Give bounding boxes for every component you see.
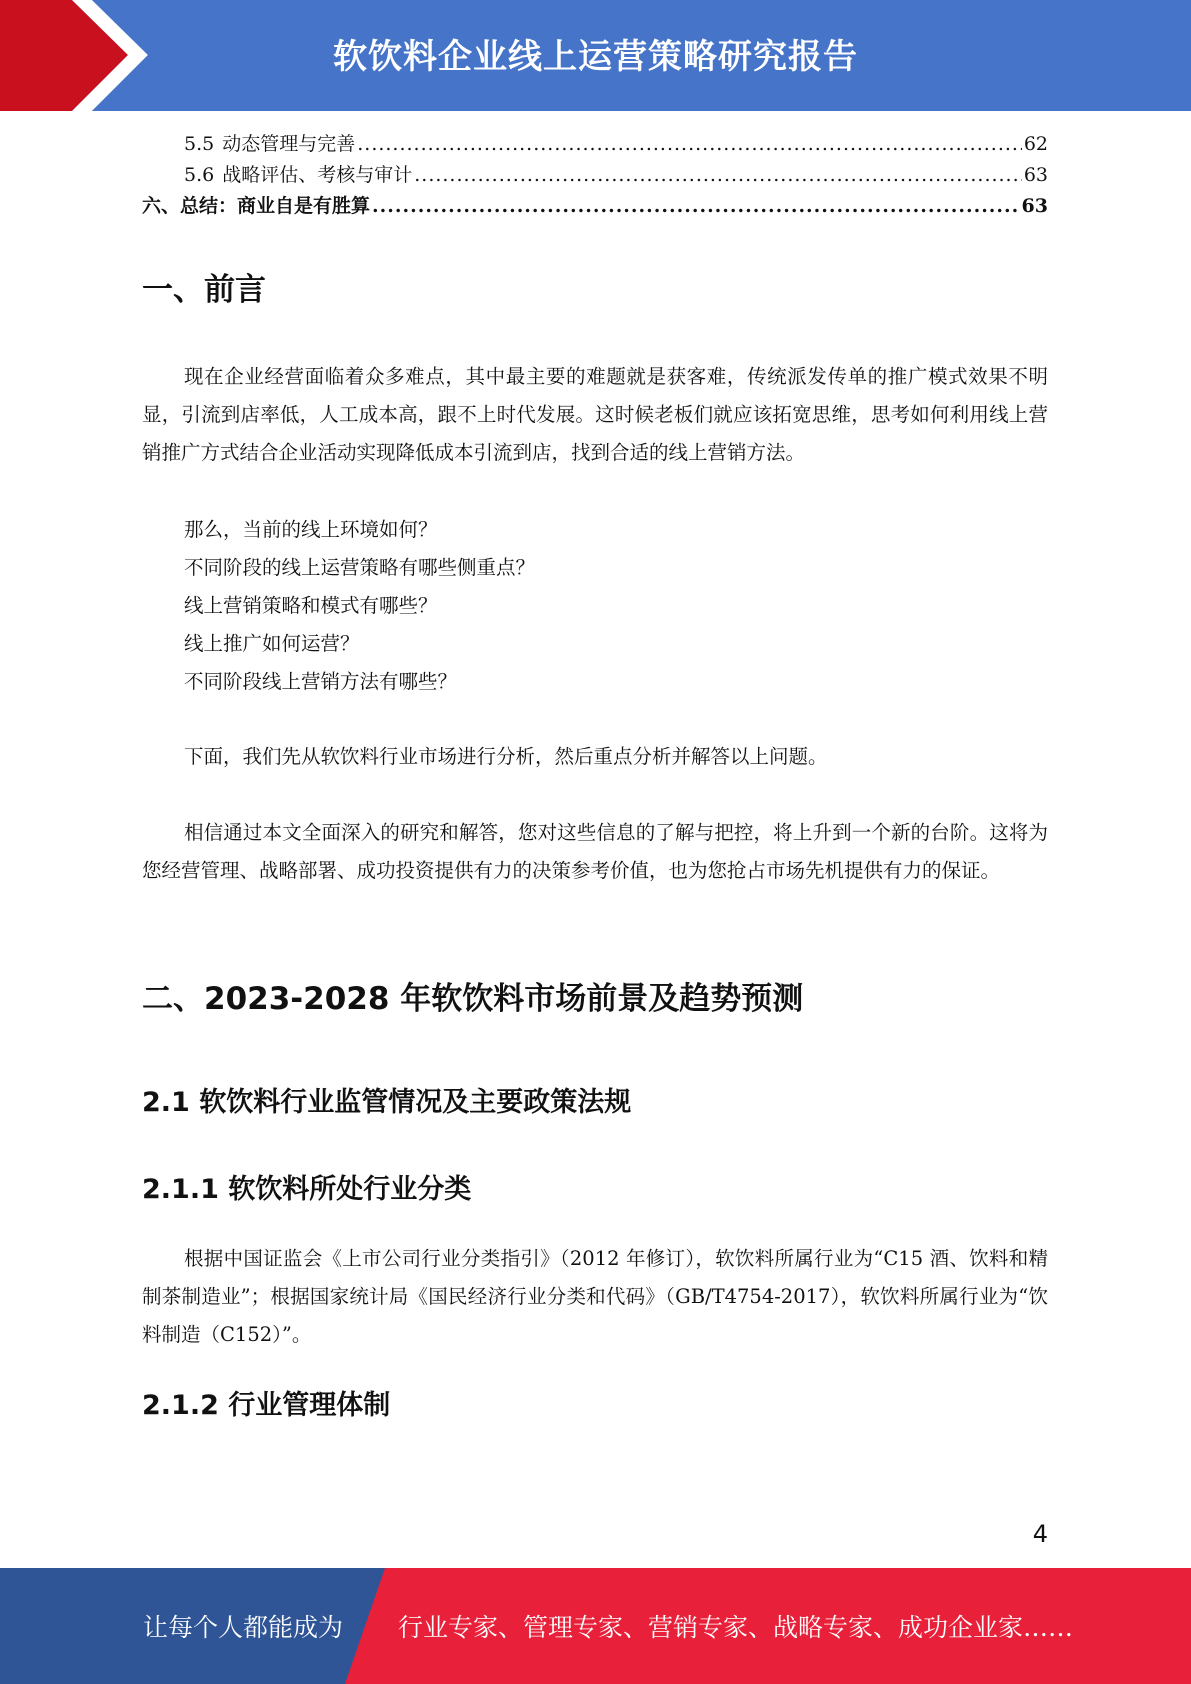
toc-page: 63 [1021,195,1048,217]
toc-label: 战略评估、考核与审计 [222,164,413,186]
toc-page: 62 [1023,133,1048,155]
toc-entry[interactable] [184,160,1048,190]
question-line: 不同阶段线上营销方法有哪些？ [184,670,458,693]
footer-slogan-left: 让每个人都能成为 [143,1613,344,1642]
page-footer [0,1568,1191,1684]
toc-leader [414,164,1022,186]
page-number: 4 [1032,1520,1048,1548]
toc-label: 动态管理与完善 [222,133,356,155]
question-line: 不同阶段的线上运营策略有哪些侧重点？ [184,556,536,579]
toc-number: 5.6 [184,164,215,186]
section-heading-preface: 一、前言 [142,272,266,308]
report-title: 软饮料企业线上运营策略研究报告 [333,36,858,77]
subsection-heading-regulation: 2.1 软饮料行业监管情况及主要政策法规 [142,1087,632,1118]
closing-paragraph: 相信通过本文全面深入的研究和解答，您对这些信息的了解与把控，将上升到一个新的台阶。这将为您经营管理、战略部署、成功投资提供有力的决策参考价值，也为您抢占市场先机提供有力的保证。 [142,821,1048,882]
toc-entry[interactable] [184,129,1048,159]
subsection-heading-classification: 2.1.1 软饮料所处行业分类 [142,1174,472,1205]
toc-number: 5.5 [184,133,215,155]
classification-paragraph: 根据中国证监会《上市公司行业分类指引》（2012 年修订），软饮料所属行业为“C15 酒、饮料和精制茶制造业”；根据国家统计局《国民经济行业分类和代码》（GB/T4754-2017），软饮料所属行业为“饮料制造（C152）”。 [142,1247,1048,1346]
section-heading-forecast: 二、2023-2028 年软饮料市场前景及趋势预测 [142,981,804,1017]
toc-label: 六、总结：商业自是有胜算 [142,195,371,217]
question-line: 那么，当前的线上环境如何？ [184,518,438,541]
intro-paragraph: 现在企业经营面临着众多难点，其中最主要的难题就是获客难，传统派发传单的推广模式效果不明显，引流到店率低，人工成本高，跟不上时代发展。这时候老板们就应该拓宽思维，思考如何利用线上营销推广方式结合企业活动实现降低成本引流到店，找到合适的线上营销方法。 [142,365,1048,464]
subsection-heading-management: 2.1.2 行业管理体制 [142,1390,391,1421]
question-line: 线上营销策略和模式有哪些？ [184,594,438,617]
next-paragraph: 下面，我们先从软饮料行业市场进行分析，然后重点分析并解答以上问题。 [184,745,828,768]
toc-entry[interactable] [142,191,1048,221]
page-header [0,0,1191,111]
question-line: 线上推广如何运营？ [184,632,360,655]
toc-leader [357,133,1022,155]
toc-page: 63 [1023,164,1048,186]
footer-slogan-right: 行业专家、管理专家、营销专家、战略专家、成功企业家…… [398,1613,1074,1642]
toc-leader [372,195,1020,217]
